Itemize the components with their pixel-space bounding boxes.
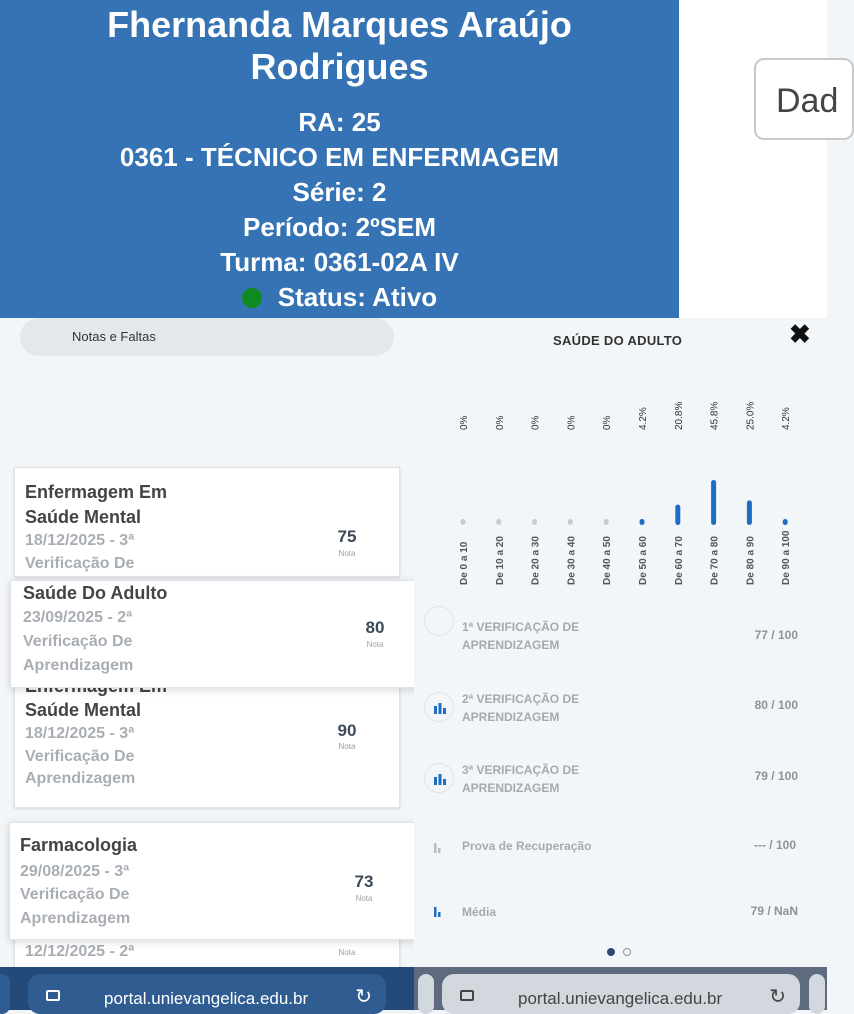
distribution-bar[interactable] (675, 505, 680, 525)
card-subtitle-line: Verificação De (23, 633, 133, 650)
reload-icon[interactable]: ↻ (769, 986, 786, 1008)
category-label: De 90 a 100 (781, 530, 793, 585)
evaluation-label-line: APRENDIZAGEM (462, 710, 560, 724)
category-label: De 40 a 50 (602, 536, 614, 585)
evaluation-label (462, 903, 662, 921)
category-label: De 0 a 10 (459, 541, 470, 585)
card-subtitle-line: Aprendizagem (25, 770, 136, 787)
tab-edge-left (0, 974, 10, 1014)
profile-banner (0, 0, 679, 318)
bar-value-label: 0% (494, 415, 506, 430)
pagination-dots (607, 943, 639, 961)
distribution-bar[interactable] (604, 519, 609, 525)
tabs-icon[interactable] (46, 990, 60, 1001)
address-bar-left[interactable] (28, 974, 386, 1014)
grade-label: Nota (338, 742, 356, 751)
card-subtitle-line: 29/08/2025 - 3ª (20, 863, 130, 880)
category-label: De 70 a 80 (709, 536, 721, 585)
evaluation-label (462, 618, 662, 654)
distribution-bar[interactable] (532, 519, 537, 525)
category-label: De 60 a 70 (673, 536, 685, 585)
evaluation-row[interactable] (424, 620, 814, 654)
student-name (0, 4, 679, 88)
grade-label: Nota (366, 640, 384, 649)
bar-value-label: 0% (602, 415, 614, 430)
grade-value: 73 (354, 872, 374, 891)
evaluation-row[interactable] (424, 688, 814, 728)
evaluation-score: 79 / NaN (750, 904, 798, 918)
status-text: Status: Ativo (277, 282, 438, 312)
evaluation-row[interactable] (424, 759, 814, 799)
tab-edge-right (809, 974, 825, 1014)
url-text: portal.unievangelica.edu.br (518, 989, 723, 1008)
grade-label: Nota (355, 894, 373, 903)
card-subtitle-line: Verificação De (20, 886, 130, 903)
evaluation-label (462, 761, 662, 797)
card-subtitle-line: 12/12/2025 - 2ª (25, 943, 135, 960)
serie-text: Série: 2 (292, 177, 387, 207)
evaluation-label (462, 837, 662, 855)
grade-label: Nota (338, 948, 356, 957)
card-subtitle-line: 18/12/2025 - 3ª (25, 532, 135, 549)
bar-chart-icon (424, 606, 454, 636)
distribution-bar[interactable] (711, 480, 716, 525)
card-title-line: Saúde Mental (25, 507, 142, 527)
dados-button-label: Dad (776, 82, 839, 120)
bar-value-label: 25.0% (745, 401, 757, 430)
tabs-icon[interactable] (460, 990, 474, 1001)
bar-chart-icon (424, 896, 454, 926)
bar-value-label: 0% (459, 415, 470, 430)
evaluation-label-line: Média (462, 905, 497, 919)
evaluation-score: 80 / 100 (754, 698, 798, 712)
reload-icon[interactable]: ↻ (355, 986, 372, 1008)
distribution-bar[interactable] (496, 519, 501, 525)
grade-card[interactable] (9, 822, 420, 940)
grade-label: Nota (338, 549, 356, 558)
category-label: De 30 a 40 (566, 536, 578, 585)
bar-value-label: 45.8% (709, 401, 721, 430)
right-top-area (679, 0, 827, 318)
grade-card[interactable] (14, 668, 400, 808)
distribution-chart-svg (440, 395, 810, 595)
card-subtitle-line: Verificação De (25, 555, 135, 572)
ra-text: RA: 25 (298, 107, 381, 137)
bar-chart-icon (424, 832, 454, 862)
dados-button[interactable] (754, 58, 854, 140)
evaluation-label (462, 690, 662, 726)
grade-card[interactable] (10, 580, 434, 688)
evaluation-score: 79 / 100 (754, 769, 798, 783)
bar-value-label: 0% (566, 415, 578, 430)
evaluation-label-line: 3ª VERIFICAÇÃO DE (462, 763, 580, 777)
bar-value-label: 4.2% (638, 407, 649, 430)
evaluation-row[interactable] (424, 892, 814, 932)
card-title-line: Enfermagem Em (25, 482, 168, 502)
evaluation-label-line: 2ª VERIFICAÇÃO DE (462, 692, 580, 706)
card-subtitle-line: Aprendizagem (23, 657, 134, 674)
tab-notas-e-faltas[interactable]: Notas e Faltas (20, 318, 394, 356)
bar-value-label: 0% (530, 415, 542, 430)
student-name-line2: Rodrigues (250, 46, 429, 87)
bar-value-label: 4.2% (781, 407, 793, 430)
modal-title: SAÚDE DO ADULTO (553, 333, 683, 348)
grade-card[interactable] (14, 467, 400, 577)
card-title-line: Saúde Mental (25, 700, 142, 720)
evaluation-score: 77 / 100 (754, 628, 798, 642)
distribution-bar[interactable] (783, 519, 788, 525)
status-row (0, 281, 679, 313)
page-dot-active[interactable] (607, 948, 615, 956)
turma-text: Turma: 0361-02A IV (220, 247, 459, 277)
tab-edge-mid (418, 974, 434, 1014)
card-title-line: Farmacologia (20, 835, 138, 855)
evaluation-score: --- / 100 (753, 838, 796, 852)
grade-distribution-chart (440, 395, 810, 595)
evaluation-label-line: Prova de Recuperação (462, 839, 592, 853)
distribution-bar[interactable] (640, 519, 645, 525)
status-dot-icon (242, 288, 262, 308)
address-bar-right[interactable] (442, 974, 800, 1014)
category-label: De 50 a 60 (638, 536, 649, 585)
grade-value: 75 (337, 527, 357, 546)
card-subtitle-line: Aprendizagem (20, 910, 131, 927)
card-title-line: Saúde Do Adulto (23, 583, 168, 603)
bar-value-label: 20.8% (673, 401, 685, 430)
bar-chart-icon (424, 763, 454, 793)
distribution-bar[interactable] (568, 519, 573, 525)
distribution-bar[interactable] (747, 500, 752, 525)
evaluation-label-line: APRENDIZAGEM (462, 781, 560, 795)
student-name-line1: Fhernanda Marques Araújo (107, 4, 572, 45)
card-subtitle-line: 18/12/2025 - 3ª (25, 725, 135, 742)
evaluation-row[interactable] (424, 828, 814, 868)
grade-value: 80 (365, 618, 385, 637)
card-subtitle-line: 23/09/2025 - 2ª (23, 609, 133, 626)
evaluation-label-line: 1ª VERIFICAÇÃO DE (462, 620, 580, 634)
url-text: portal.unievangelica.edu.br (104, 989, 309, 1008)
distribution-bar[interactable] (461, 519, 466, 525)
category-label: De 10 a 20 (494, 536, 506, 585)
close-icon[interactable]: ✖ (789, 319, 811, 349)
course-text: 0361 - TÉCNICO EM ENFERMAGEM (119, 142, 560, 172)
category-label: De 20 a 30 (530, 536, 542, 585)
evaluation-label-line: APRENDIZAGEM (462, 638, 560, 652)
periodo-text: Período: 2ºSEM (243, 212, 436, 242)
page-dot[interactable] (623, 948, 631, 956)
card-subtitle-line: Verificação De (25, 748, 135, 765)
category-label: De 80 a 90 (745, 536, 757, 585)
bar-chart-icon (424, 692, 454, 722)
grade-value: 90 (337, 721, 357, 740)
